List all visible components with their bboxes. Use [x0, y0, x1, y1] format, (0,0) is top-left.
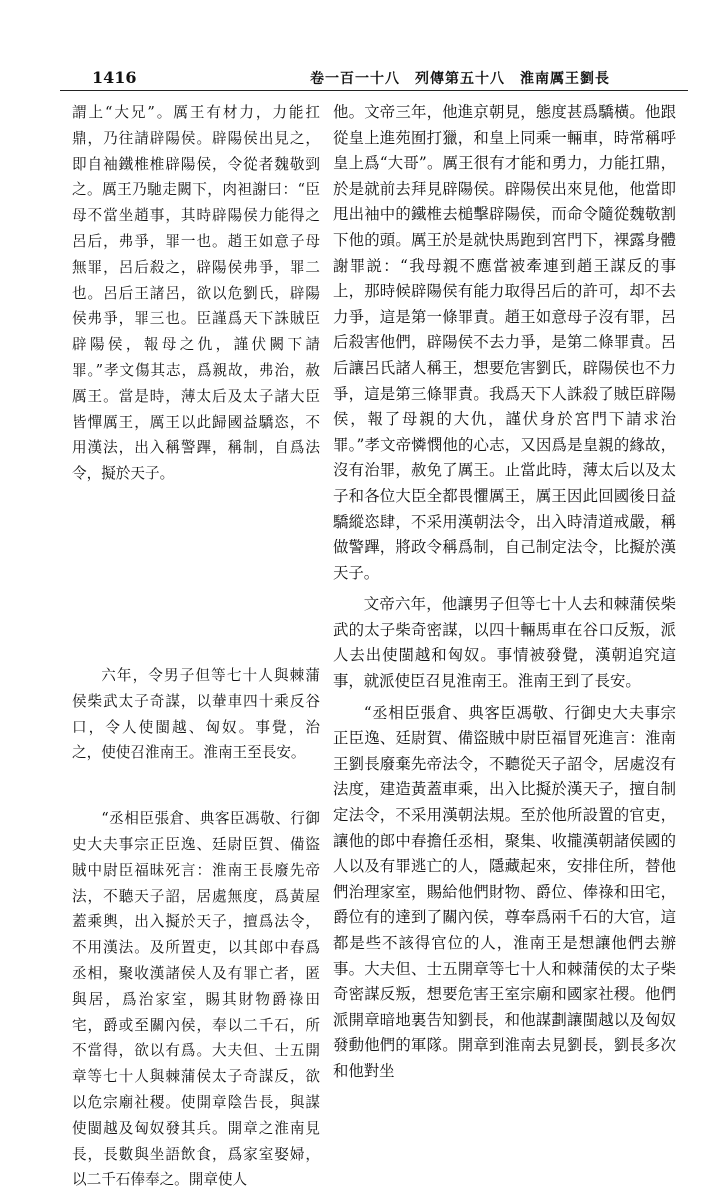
- page-number: 1416: [92, 68, 137, 87]
- running-title: 卷一百一十八 列傳第五十八 淮南厲王劉長: [310, 71, 610, 87]
- classical-paragraph-2: 六年，令男子但等七十人與棘蒲侯柴武太子奇謀，以輂車四十乘反谷口，令人使閩越、匈奴。事覺，治之，使使召淮南王。淮南王至長安。: [72, 666, 320, 762]
- classical-paragraph-1: 謂上“大兄”。厲王有材力，力能扛鼎，乃往請辟陽侯。辟陽侯出見之，即自袖鐵椎椎辟陽侯，令從者魏敬剄之。厲王乃馳走闕下，肉袒謝曰：“臣母不當坐趙事，其時辟陽侯力能得之呂后，弗爭，罪一也。趙王如意子母無罪，呂后殺之，辟陽侯弗爭，罪二也。呂后王諸呂，欲以危劉氏，辟陽侯弗爭，罪三也。臣謹爲天下誅賊臣辟陽侯，報母之仇，謹伏闕下請罪。”孝文傷其志，爲親故，弗治，赦厲王。當是時，薄太后及太子諸大臣皆憚厲王，厲王以此歸國益驕恣，不用漢法，出入稱警蹕，稱制，自爲法令，擬於天子。: [72, 104, 320, 483]
- translation-column: [333, 100, 676, 1080]
- classical-text-column: [72, 100, 320, 1189]
- running-header: [60, 62, 688, 90]
- translation-paragraph-2: 文帝六年，他讓男子但等七十人去和棘蒲侯柴武的太子柴奇密謀，以四十輛馬車在谷口反叛，派人去出使閩越和匈奴。事情被發覺，漢朝追究這事，就派使臣召見淮南王。淮南王到了長安。: [333, 595, 676, 691]
- header-rule: [60, 90, 688, 91]
- classical-paragraph-3: “丞相臣張倉、典客臣馮敬、行御史大夫事宗正臣逸、廷尉臣賀、備盜賊中尉臣福昧死言：淮南王長廢先帝法，不聽天子詔，居處無度，爲黃屋蓋乘輿，出入擬於天子，擅爲法令，不用漢法。及所置吏，以其郎中春爲丞相，聚收漢諸侯人及有罪亡者，匿與居，爲治家室，賜其財物爵祿田宅，爵或至關內侯，奉以二千石，所不當得，欲以有爲。大夫但、士五開章等七十人與棘蒲侯太子奇謀反，欲以危宗廟社稷。使開章陰告長，與謀使閩越及匈奴發其兵。開章之淮南見長，長數與坐語飲食，爲家室娶婦，以二千石俸奉之。開章使人: [72, 810, 320, 1189]
- translation-paragraph-3: “丞相臣張倉、典客臣馮敬、行御史大夫事宗正臣逸、廷尉賀、備盜賊中尉臣福冒死進言：淮南王劉長廢棄先帝法令，不聽從天子詔令，居處沒有法度，建造黃蓋車乘，出入比擬於漢天子，擅自制定法令，不采用漢朝法規。至於他所設置的官吏，讓他的郎中春擔任丞相，聚集、收攏漢朝諸侯國的人以及有罪逃亡的人，隱藏起來，安排住所，替他們治理家室，賜給他們財物、爵位、俸祿和田宅，爵位有的達到了關內侯，尊奉爲兩千石的大官，這都是些不該得官位的人，淮南王是想讓他們去辦事。大夫但、士五開章等七十人和棘蒲侯的太子柴奇密謀反叛，想要危害王室宗廟和國家社稷。他們派開章暗地裏告知劉長，和他謀劃讓閩越以及匈奴發動他們的軍隊。開章到淮南去見劉長，劉長多次和他對坐: [333, 703, 676, 1080]
- translation-paragraph-1: 他。文帝三年，他進京朝見，態度甚爲驕橫。他跟從皇上進苑囿打獵，和皇上同乘一輛車，時常稱呼皇上爲“大哥”。厲王很有才能和勇力，力能扛鼎，於是就前去拜見辟陽侯。辟陽侯出來見他，他當即甩出袖中的鐵椎去槌擊辟陽侯，而命令隨從魏敬割下他的頭。厲王於是就快馬跑到宮門下，裸露身體謝罪説：“我母親不應當被牽連到趙王謀反的事上，那時候辟陽侯有能力取得呂后的許可，却不去力爭，這是第一條罪責。趙王如意母子沒有罪，呂后殺害他們，辟陽侯不去力爭，是第二條罪責。呂后讓呂氏諸人稱王，想要危害劉氏，辟陽侯也不力爭，這是第三條罪責。我爲天下人誅殺了賊臣辟陽侯，報了母親的大仇，謹伏身於宮門下請求治罪。”孝文帝憐憫他的心志，又因爲是皇親的緣故，沒有治罪，赦免了厲王。止當此時，薄太后以及太子和各位大臣全都畏懼厲王，厲王因此回國後日益驕縱恣肆，不采用漢朝法令，出入時清道戒嚴，稱做警蹕，將政令稱爲制，自己制定法令，比擬於漢天子。: [333, 103, 676, 582]
